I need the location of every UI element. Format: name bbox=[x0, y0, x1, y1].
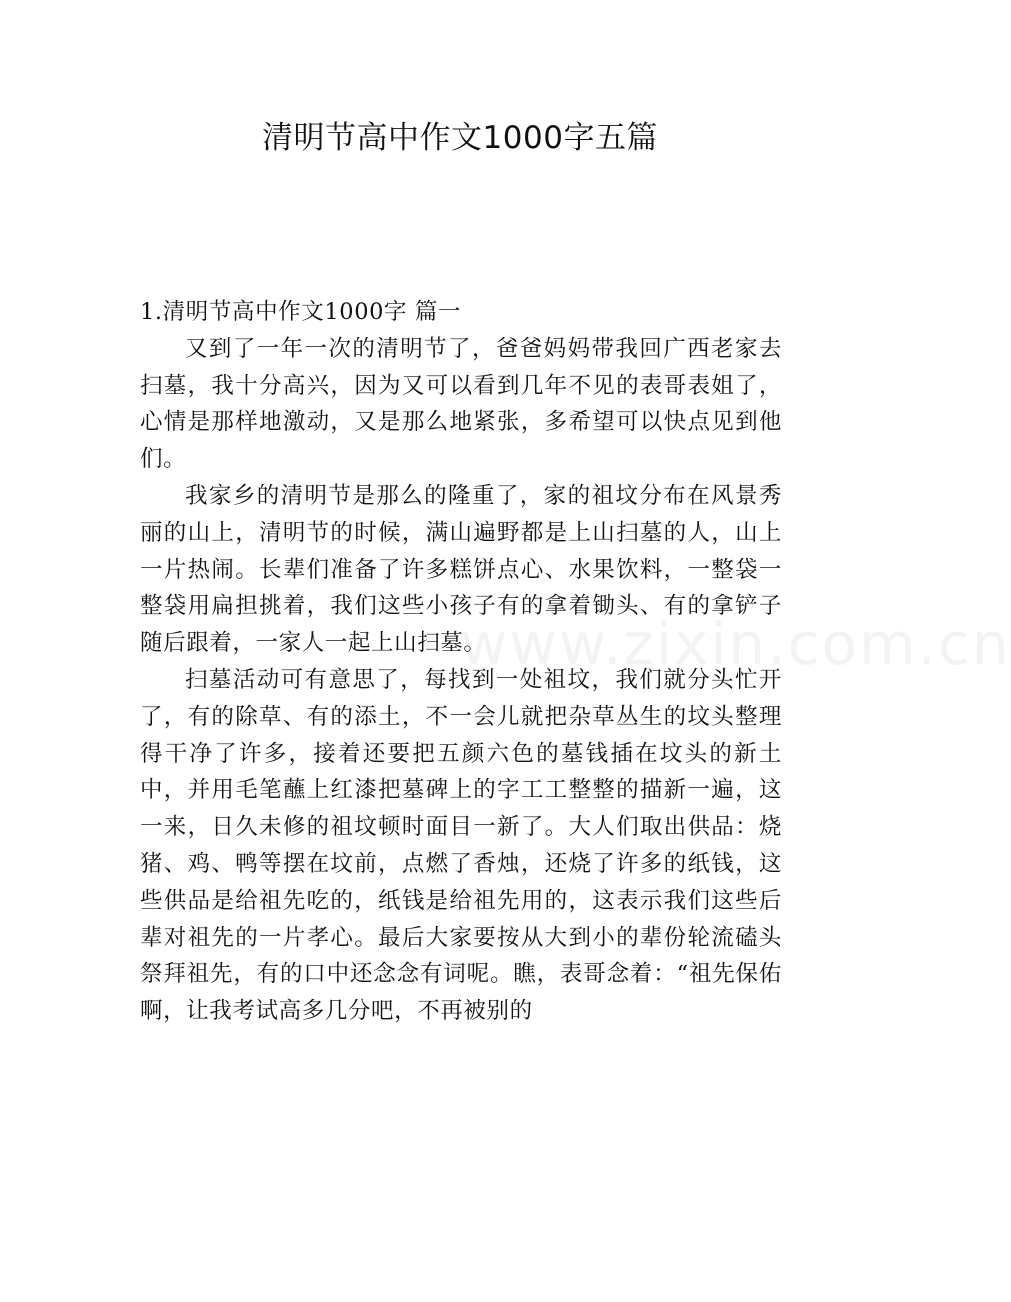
paragraph-2: 我家乡的清明节是那么的隆重了，家的祖坟分布在风景秀丽的山上，清明节的时候，满山遍野都是上山扫墓的人，山上一片热闹。长辈们准备了许多糕饼点心、水果饮料，一整袋一整袋用扁担挑着，我们这些小孩子有的拿着锄头、有的拿铲子随后跟着，一家人一起上山扫墓。 bbox=[140, 482, 782, 657]
paragraph-1: 又到了一年一次的清明节了，爸爸妈妈带我回广西老家去扫墓，我十分高兴，因为又可以看到几年不见的表哥表姐了，心情是那样地激动，又是那么地紧张，多希望可以快点见到他们。 bbox=[140, 335, 782, 473]
watermark-text: www.zixin.com.cn bbox=[460, 610, 1011, 678]
paragraph-3: 扫墓活动可有意思了，每找到一处祖坟，我们就分头忙开了，有的除草、有的添土，不一会儿就把杂草丛生的坟头整理得干净了许多，接着还要把五颜六色的墓钱插在坟头的新土中，并用毛笔蘸上红漆把墓碑上的字工工整整的描新一遍，这一来，日久未修的祖坟顿时面目一新了。大人们取出供品：烧猪、鸡、鸭等摆在坟前，点燃了香烛，还烧了许多的纸钱，这些供品是给祖先吃的，纸钱是给祖先用的，这表示我们这些后辈对祖先的一片孝心。最后大家要按从大到小的辈份轮流磕头祭拜祖先，有的口中还念念有词呢。瞧，表哥念着：“祖先保佑啊，让我考试高多几分吧，不再被别的 bbox=[140, 666, 782, 1025]
document-title: 清明节高中作文1000字五篇 bbox=[262, 120, 658, 156]
document-body bbox=[140, 294, 782, 1030]
section-heading: 1.清明节高中作文1000字 篇一 bbox=[140, 299, 462, 325]
